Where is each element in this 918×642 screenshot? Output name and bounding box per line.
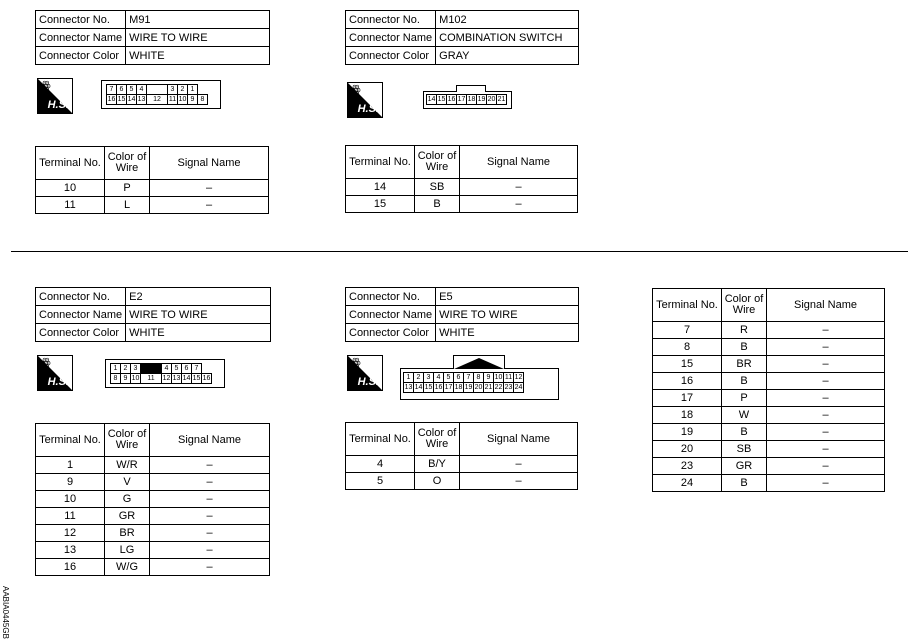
pin-cell: 3 <box>168 85 178 95</box>
signal-name-cell: – <box>150 457 270 474</box>
table-row <box>653 424 885 441</box>
connector-name-value: WIRE TO WIRE <box>126 29 270 47</box>
hs-label: H.S. <box>357 376 379 388</box>
pin-cell: 23 <box>504 384 513 391</box>
table-row <box>653 339 885 356</box>
section-divider <box>11 251 908 252</box>
hs-label: H.S. <box>47 99 69 111</box>
pin-cell: 11 <box>141 374 162 384</box>
connector-info-m91 <box>35 10 270 65</box>
pin-cell: 15 <box>192 375 201 382</box>
signal-name-cell: – <box>767 390 885 407</box>
terminal-no-cell: 16 <box>36 559 105 576</box>
signal-name-cell: – <box>150 491 270 508</box>
pin-cell: 5 <box>127 85 137 95</box>
terminal-no-cell: 12 <box>36 525 105 542</box>
connector-latch <box>453 355 505 369</box>
pin-cell: 12 <box>162 375 171 382</box>
pin-cell: 21 <box>484 384 493 391</box>
terminal-table-e5-continued <box>652 288 885 492</box>
pin-cell: 9 <box>121 374 131 384</box>
table-row <box>36 525 270 542</box>
signal-name-cell: – <box>150 559 270 576</box>
table-row <box>36 559 270 576</box>
pin-cell: 5 <box>444 373 454 383</box>
terminal-no-cell: 7 <box>653 322 722 339</box>
pin-cell: 8 <box>111 374 121 384</box>
wire-color-cell: W <box>722 407 767 424</box>
pin-cell: 4 <box>162 364 172 374</box>
pin-cell: 14 <box>182 375 191 382</box>
pin-cell <box>141 364 162 374</box>
signal-name-cell: – <box>767 356 885 373</box>
connector-color-value: WHITE <box>126 324 271 342</box>
connector-color-label: Connector Color <box>346 324 436 342</box>
harness-side-icon <box>347 355 383 391</box>
pin-cell: 17 <box>444 384 453 391</box>
pin-cell: 20 <box>474 384 483 391</box>
connector-color-value: WHITE <box>126 47 270 65</box>
signal-name-cell: – <box>460 179 578 196</box>
connector-name-label: Connector Name <box>36 29 126 47</box>
table-row <box>346 196 578 213</box>
wire-color-cell: B <box>722 373 767 390</box>
signal-name-cell: – <box>767 339 885 356</box>
pin-cell: 13 <box>172 375 181 382</box>
pin-cell: 21 <box>497 96 506 103</box>
connector-no-value: M91 <box>126 11 270 29</box>
pin-cell: 15 <box>437 96 446 103</box>
pin-cell: 12 <box>147 95 168 105</box>
signal-name-cell: – <box>767 475 885 492</box>
pin-cell: 20 <box>487 96 496 103</box>
wire-color-cell: SB <box>415 179 460 196</box>
wire-color-cell: O <box>415 473 460 490</box>
pin-cell: 22 <box>494 384 503 391</box>
pin-cell: 2 <box>178 85 188 95</box>
connector-name-label: Connector Name <box>36 306 126 324</box>
wire-color-header: Color of Wire <box>722 289 767 322</box>
signal-name-cell: – <box>767 373 885 390</box>
table-row <box>36 542 270 559</box>
terminal-no-header: Terminal No. <box>36 147 105 180</box>
terminal-no-cell: 11 <box>36 197 105 214</box>
wire-color-cell: BR <box>722 356 767 373</box>
hs-label: H.S. <box>357 103 379 115</box>
pin-cell: 2 <box>414 373 424 383</box>
terminal-no-header: Terminal No. <box>346 423 415 456</box>
connector-no-label: Connector No. <box>36 288 126 306</box>
pin-cell: 8 <box>198 95 208 105</box>
pin-cell: 17 <box>457 96 466 103</box>
pin-cell: 7 <box>107 85 117 95</box>
pin-cell: 18 <box>467 96 476 103</box>
terminal-no-cell: 15 <box>346 196 415 213</box>
pin-cell: 3 <box>424 373 434 383</box>
connector-face-e5 <box>400 368 559 400</box>
pin-cell: 14 <box>427 96 436 103</box>
pin-cell: 4 <box>434 373 444 383</box>
signal-name-header: Signal Name <box>460 423 578 456</box>
terminal-no-header: Terminal No. <box>36 424 105 457</box>
connector-name-value: COMBINATION SWITCH <box>436 29 579 47</box>
table-row <box>653 390 885 407</box>
signal-name-cell: – <box>150 508 270 525</box>
wire-color-header: Color of Wire <box>105 424 150 457</box>
wire-color-cell: V <box>105 474 150 491</box>
terminal-no-header: Terminal No. <box>346 146 415 179</box>
wire-color-cell: B/Y <box>415 456 460 473</box>
pin-cell: 5 <box>172 364 182 374</box>
connector-color-label: Connector Color <box>36 324 126 342</box>
pin-cell: 1 <box>188 85 198 95</box>
wire-color-cell: GR <box>722 458 767 475</box>
connector-name-label: Connector Name <box>346 306 436 324</box>
table-row <box>36 508 270 525</box>
table-row <box>36 491 270 508</box>
terminal-no-header: Terminal No. <box>653 289 722 322</box>
table-row <box>346 456 578 473</box>
pin-cell: 10 <box>131 375 140 382</box>
table-row <box>653 458 885 475</box>
connector-no-value: E5 <box>436 288 579 306</box>
wire-color-cell: B <box>722 339 767 356</box>
signal-name-header: Signal Name <box>460 146 578 179</box>
table-row <box>653 407 885 424</box>
wire-color-cell: R <box>722 322 767 339</box>
signal-name-cell: – <box>460 473 578 490</box>
pin-cell: 19 <box>477 96 486 103</box>
pin-cell: 12 <box>514 374 523 381</box>
terminal-no-cell: 10 <box>36 180 105 197</box>
terminal-no-cell: 20 <box>653 441 722 458</box>
pin-cell: 3 <box>131 364 141 374</box>
connector-name-value: WIRE TO WIRE <box>436 306 579 324</box>
wire-color-cell: B <box>415 196 460 213</box>
harness-side-icon <box>37 355 73 391</box>
connector-name-label: Connector Name <box>346 29 436 47</box>
pin-cell: 16 <box>434 384 443 391</box>
signal-name-cell: – <box>150 474 270 491</box>
pin-cell: 14 <box>127 96 136 103</box>
terminal-no-cell: 10 <box>36 491 105 508</box>
wire-color-cell: P <box>105 180 150 197</box>
signal-name-cell: – <box>767 322 885 339</box>
pin-cell: 10 <box>494 374 503 381</box>
pin-cell <box>147 85 168 95</box>
signal-name-cell: – <box>460 456 578 473</box>
connector-no-label: Connector No. <box>346 11 436 29</box>
signal-name-header: Signal Name <box>767 289 885 322</box>
signal-name-header: Signal Name <box>150 424 270 457</box>
connector-no-label: Connector No. <box>346 288 436 306</box>
wire-color-header: Color of Wire <box>415 423 460 456</box>
connector-info-e5 <box>345 287 579 342</box>
pin-cell: 18 <box>454 384 463 391</box>
pin-cell: 16 <box>107 96 116 103</box>
connector-latch <box>456 85 486 92</box>
wire-color-cell: W/G <box>105 559 150 576</box>
terminal-no-cell: 9 <box>36 474 105 491</box>
terminal-no-cell: 23 <box>653 458 722 475</box>
table-row <box>36 474 270 491</box>
pin-cell: 15 <box>117 96 126 103</box>
pin-cell: 13 <box>137 96 146 103</box>
wire-color-cell: L <box>105 197 150 214</box>
pin-cell: 6 <box>454 373 464 383</box>
connector-color-label: Connector Color <box>346 47 436 65</box>
pin-cell: 11 <box>168 96 177 103</box>
connector-glyph-icon: ꙮ <box>351 357 361 369</box>
terminal-no-cell: 24 <box>653 475 722 492</box>
harness-side-icon <box>37 78 73 114</box>
pin-cell: 1 <box>404 373 414 383</box>
table-row <box>346 179 578 196</box>
pin-cell: 4 <box>137 85 147 95</box>
wire-color-cell: W/R <box>105 457 150 474</box>
pin-cell: 13 <box>404 384 413 391</box>
pin-cell: 11 <box>504 374 513 381</box>
wire-color-header: Color of Wire <box>415 146 460 179</box>
terminal-table-e5 <box>345 422 578 490</box>
table-row <box>36 180 269 197</box>
connector-face-m102 <box>423 91 512 109</box>
connector-no-label: Connector No. <box>36 11 126 29</box>
terminal-no-cell: 17 <box>653 390 722 407</box>
pin-cell: 2 <box>121 364 131 374</box>
signal-name-cell: – <box>767 458 885 475</box>
wire-color-cell: B <box>722 424 767 441</box>
connector-face-m91 <box>101 80 221 109</box>
pin-cell: 16 <box>447 96 456 103</box>
table-row <box>653 322 885 339</box>
connector-glyph-icon: ꙮ <box>41 357 51 369</box>
signal-name-header: Signal Name <box>150 147 269 180</box>
pin-cell: 6 <box>182 364 192 374</box>
wire-color-cell: SB <box>722 441 767 458</box>
connector-no-value: M102 <box>436 11 579 29</box>
pin-cell: 8 <box>474 373 484 383</box>
wire-color-cell: B <box>722 475 767 492</box>
terminal-no-cell: 1 <box>36 457 105 474</box>
terminal-no-cell: 8 <box>653 339 722 356</box>
table-row <box>653 373 885 390</box>
terminal-table-m91 <box>35 146 269 214</box>
pin-cell: 19 <box>464 384 473 391</box>
table-row <box>36 457 270 474</box>
connector-glyph-icon: ꙮ <box>41 80 51 92</box>
signal-name-cell: – <box>150 197 269 214</box>
signal-name-cell: – <box>150 542 270 559</box>
signal-name-cell: – <box>767 407 885 424</box>
connector-name-value: WIRE TO WIRE <box>126 306 271 324</box>
pin-cell: 1 <box>111 364 121 374</box>
harness-side-icon <box>347 82 383 118</box>
terminal-no-cell: 15 <box>653 356 722 373</box>
pin-cell: 10 <box>178 96 187 103</box>
wire-color-header: Color of Wire <box>105 147 150 180</box>
connector-info-e2 <box>35 287 271 342</box>
connector-color-value: WHITE <box>436 324 579 342</box>
pin-cell: 7 <box>464 373 474 383</box>
pin-cell: 14 <box>414 384 423 391</box>
terminal-no-cell: 16 <box>653 373 722 390</box>
connector-no-value: E2 <box>126 288 271 306</box>
wire-color-cell: G <box>105 491 150 508</box>
terminal-table-m102 <box>345 145 578 213</box>
terminal-no-cell: 5 <box>346 473 415 490</box>
hs-label: H.S. <box>47 376 69 388</box>
signal-name-cell: – <box>767 441 885 458</box>
figure-id: AABIA0445GB <box>1 586 10 639</box>
wire-color-cell: P <box>722 390 767 407</box>
signal-name-cell: – <box>767 424 885 441</box>
terminal-no-cell: 18 <box>653 407 722 424</box>
terminal-no-cell: 19 <box>653 424 722 441</box>
wire-color-cell: LG <box>105 542 150 559</box>
pin-cell: 7 <box>192 364 202 374</box>
connector-color-value: GRAY <box>436 47 579 65</box>
signal-name-cell: – <box>150 525 270 542</box>
table-row <box>653 441 885 458</box>
wire-color-cell: BR <box>105 525 150 542</box>
connector-glyph-icon: ꙮ <box>351 84 361 96</box>
connector-info-m102 <box>345 10 579 65</box>
pin-cell: 16 <box>202 375 211 382</box>
pin-cell: 9 <box>188 95 198 105</box>
signal-name-cell: – <box>460 196 578 213</box>
pin-cell: 24 <box>514 384 523 391</box>
table-row <box>653 356 885 373</box>
terminal-no-cell: 11 <box>36 508 105 525</box>
table-row <box>346 473 578 490</box>
signal-name-cell: – <box>150 180 269 197</box>
connector-face-e2 <box>105 359 225 388</box>
terminal-table-e2 <box>35 423 270 576</box>
table-row <box>36 197 269 214</box>
terminal-no-cell: 4 <box>346 456 415 473</box>
terminal-no-cell: 14 <box>346 179 415 196</box>
pin-cell: 6 <box>117 85 127 95</box>
table-row <box>653 475 885 492</box>
pin-cell: 15 <box>424 384 433 391</box>
terminal-no-cell: 13 <box>36 542 105 559</box>
pin-cell: 9 <box>484 373 494 383</box>
wire-color-cell: GR <box>105 508 150 525</box>
connector-color-label: Connector Color <box>36 47 126 65</box>
